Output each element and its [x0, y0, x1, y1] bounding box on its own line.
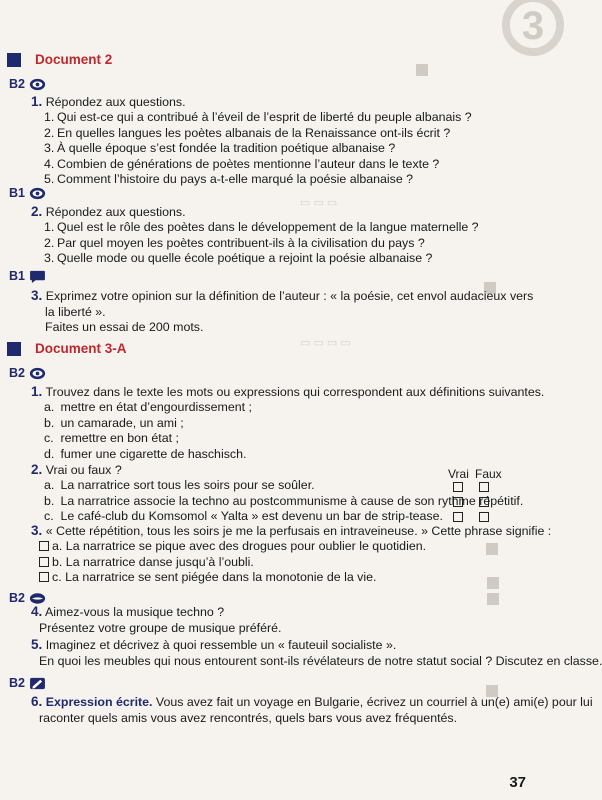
lips-icon [29, 592, 46, 605]
level-label: B2 [9, 366, 25, 380]
doc3-q3-options: a. La narratrice se pique avec des drogues pour oublier le quotidien. b. La narratrice danse jusqu’à l’oubli. c. La narratrice se sent piégée dans la monotonie de la vie. [39, 539, 426, 586]
level-b2-speech [9, 591, 46, 605]
section-square-icon [7, 53, 21, 67]
document-2-header [7, 52, 112, 67]
option-checkbox-a[interactable] [39, 541, 49, 551]
list-item: Par quel moyen les poètes contribuent-ils à la civilisation du pays ? [57, 235, 425, 250]
level-b2 [9, 77, 46, 91]
section-square-icon [7, 342, 21, 356]
faux-checkbox-b[interactable] [479, 497, 489, 507]
option-checkbox-b[interactable] [39, 557, 49, 567]
doc3-question-2: 2. Vrai ou faux ? [31, 462, 122, 477]
page-number: 37 [509, 774, 526, 791]
doc3-q2-list: a. La narratrice sort tous les soirs pour se soûler. b. La narratrice associe la techno au postcommunisme à cause de son rythme répétitif. c. Le café-club du Komsomol « Yalta » est devenu un bar de strip-tease. [44, 478, 524, 524]
level-label: B1 [9, 186, 25, 200]
level-b2-writing [9, 676, 46, 690]
level-b1-second [9, 269, 46, 283]
list-item: Comment l’histoire du pays a-t-elle marqué la poésie albanaise ? [57, 172, 414, 187]
doc3-question-3: 3. « Cette répétition, tous les soirs je me la perfusais en intraveineuse. » Cette phrase signifie : [31, 523, 552, 538]
doc2-q1-list: 1. Qui est-ce qui a contribué à l’éveil de l’esprit de liberté du peuple albanais ? 2. En quelles langues les poètes albanais de la Renaissance ont-ils écrit ? 3. À quelle époque s’est fondée la tradition poétique albanaise ? 4. Combien de générations de poètes mentionne l’auteur dans le texte ? 5. Comment l’histoire du pays a-t-elle marqué la poésie albanaise ? [44, 110, 472, 187]
list-item: Qui est-ce qui a contribué à l’éveil de l’esprit de liberté du peuple albanais ? [57, 110, 472, 124]
faux-checkbox-a[interactable] [479, 482, 489, 492]
doc3-question-4: 4. Aimez-vous la musique techno ? Présentez votre groupe de musique préféré. [31, 604, 282, 635]
doc2-question-1: 1. Répondez aux questions. [31, 94, 186, 109]
vrai-checkbox-b[interactable] [453, 497, 463, 507]
doc3-question-5: 5. Imaginez et décrivez à quoi ressemble un « fauteuil socialiste ». En quoi les meubles qui nous entourent sont-ils révélateurs de notre statut social ? Discutez en classe. [31, 637, 602, 668]
list-item: La narratrice danse jusqu’à l’oubli. [65, 554, 254, 569]
level-label: B1 [9, 269, 25, 283]
list-item: La narratrice associe la techno au postcommunisme à cause de son rythme répétitif. [60, 493, 524, 508]
vrai-checkbox-a[interactable] [453, 482, 463, 492]
faux-header: Faux [475, 467, 502, 481]
list-item: un camarade, un ami ; [60, 415, 184, 430]
doc2-question-3: 3. Exprimez votre opinion sur la définition de l’auteur : « la poésie, cet envol audacieux vers la liberté ». Faites un essai de 200 mots. [31, 288, 534, 335]
list-item: La narratrice se sent piégée dans la monotonie de la vie. [65, 570, 377, 585]
eye-icon [29, 187, 46, 200]
list-item: mettre en état d’engourdissement ; [60, 400, 252, 414]
list-item: La narratrice sort tous les soirs pour se soûler. [60, 478, 315, 492]
doc2-q2-list: 1. Quel est le rôle des poètes dans le développement de la langue maternelle ? 2. Par quel moyen les poètes contribuent-ils à la civilisation du pays ? 3. Quelle mode ou quelle école poétique a rejoint la poésie albanaise ? [44, 220, 479, 266]
list-item: Combien de générations de poètes mentionne l’auteur dans le texte ? [57, 156, 440, 171]
list-item: À quelle époque s’est fondée la tradition poétique albanaise ? [57, 141, 396, 156]
level-label: B2 [9, 676, 25, 690]
list-item: fumer une cigarette de haschisch. [60, 446, 247, 461]
vrai-header: Vrai [448, 467, 469, 481]
level-b2-doc3 [9, 366, 46, 380]
vrai-checkbox-c[interactable] [453, 512, 463, 522]
level-b1 [9, 186, 46, 200]
speech-bubble-icon [29, 270, 46, 283]
pencil-icon [29, 677, 46, 690]
document-2-title: Document 2 [35, 52, 113, 67]
list-item: remettre en bon état ; [60, 431, 179, 446]
list-item: En quelles langues les poètes albanais de la Renaissance ont-ils écrit ? [57, 125, 451, 140]
list-item: Quel est le rôle des poètes dans le développement de la langue maternelle ? [57, 220, 479, 234]
eye-icon [29, 78, 46, 91]
list-item: Quelle mode ou quelle école poétique a rejoint la poésie albanaise ? [57, 251, 433, 266]
list-item: La narratrice se pique avec des drogues pour oublier le quotidien. [65, 539, 427, 553]
option-checkbox-c[interactable] [39, 572, 49, 582]
list-item: Le café-club du Komsomol « Yalta » est devenu un bar de strip-tease. [60, 509, 443, 524]
document-3a-header [7, 341, 127, 356]
eye-icon [29, 367, 46, 380]
level-label: B2 [9, 77, 25, 91]
document-3a-title: Document 3-A [35, 341, 127, 356]
doc3-question-1: 1. Trouvez dans le texte les mots ou expressions qui correspondent aux définitions suivantes. [31, 384, 545, 399]
doc3-q1-list: a. mettre en état d’engourdissement ; b. un camarade, un ami ; c. remettre en bon état ; d. fumer une cigarette de haschisch. [44, 400, 252, 461]
faux-checkbox-c[interactable] [479, 512, 489, 522]
level-label: B2 [9, 591, 25, 605]
doc3-question-6: 6. Expression écrite. Vous avez fait un voyage en Bulgarie, écrivez un courriel à un(e) ami(e) pour lui raconter quels amis vous avez rencontrés, quels bars vous avez fréquentés. [31, 694, 593, 725]
doc2-question-2: 2. Répondez aux questions. [31, 204, 186, 219]
